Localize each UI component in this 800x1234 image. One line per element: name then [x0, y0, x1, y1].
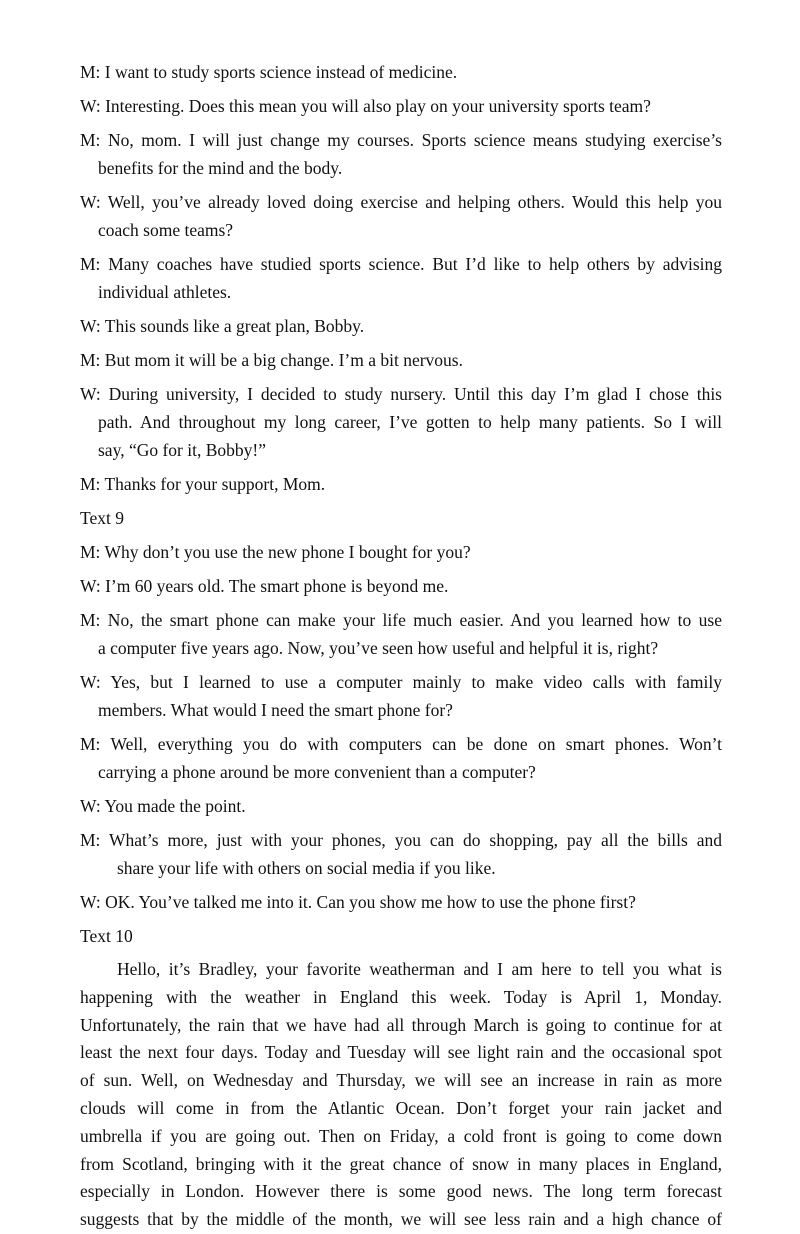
paragraph-line: clouds will come in from the Atlantic Ocean. Don’t forget your rain jacket and — [80, 1097, 722, 1118]
dialogue-text: M: No, the smart phone can make your life much easier. And you learned how to use — [80, 610, 722, 630]
dialogue-line — [80, 188, 722, 244]
dialogue-text: coach some teams? — [98, 220, 234, 240]
dialogue-text: path. And throughout my long career, I’ve gotten to help many patients. So I will — [98, 412, 722, 432]
dialogue-line — [80, 668, 722, 724]
paragraph-line: of sun. Well, on Wednesday and Thursday, we will see an increase in rain as more — [80, 1070, 722, 1091]
dialogue-text: M: Well, everything you do with computers can be done on smart phones. Won’t — [80, 734, 722, 754]
dialogue-text: W: Well, you’ve already loved doing exercise and helping others. Would this help you — [80, 192, 722, 212]
paragraph-line: from Scotland, bringing with it the great chance of snow in many places in England, — [80, 1153, 722, 1174]
dialogue-text: W: OK. You’ve talked me into it. Can you show me how to use the phone first? — [80, 892, 636, 912]
dialogue-line — [80, 126, 722, 182]
dialogue-line — [80, 606, 722, 662]
dialogue-text: individual athletes. — [98, 282, 232, 302]
dialogue-text: M: I want to study sports science instead of medicine. — [80, 62, 458, 82]
document-page — [80, 58, 722, 1234]
dialogue-line — [80, 92, 722, 120]
dialogue-text: members. What would I need the smart phone for? — [98, 700, 453, 720]
dialogue-line — [80, 58, 722, 86]
paragraph-line: least the next four days. Today and Tuesday will see light rain and the occasional spot — [80, 1042, 722, 1063]
dialogue-text: W: This sounds like a great plan, Bobby. — [80, 316, 365, 336]
dialogue-text: a computer five years ago. Now, you’ve seen how useful and helpful it is, right? — [98, 638, 659, 658]
dialogue-line — [80, 346, 722, 374]
dialogue-line — [80, 312, 722, 340]
dialogue-line — [80, 826, 722, 882]
dialogue-text: W: Interesting. Does this mean you will also play on your university sports team? — [80, 96, 651, 116]
dialogue-text: W: During university, I decided to study nursery. Until this day I’m glad I chose this — [80, 384, 722, 404]
dialogue-text: M: Many coaches have studied sports science. But I’d like to help others by advising — [80, 254, 722, 274]
dialogue-text: W: I’m 60 years old. The smart phone is beyond me. — [80, 576, 449, 596]
section-heading: Text 9 — [80, 508, 124, 528]
dialogue-line — [80, 730, 722, 786]
paragraph-line: Hello, it’s Bradley, your favorite weatherman and I am here to tell you what is — [117, 959, 722, 979]
dialogue-line — [80, 250, 722, 306]
dialogue-text: M: Why don’t you use the new phone I bought for you? — [80, 542, 471, 562]
dialogue-text: say, “Go for it, Bobby!” — [98, 440, 266, 460]
paragraph-line: especially in London. However there is some good news. The long term forecast — [80, 1181, 722, 1202]
paragraph-line: happening with the weather in England this week. Today is April 1, Monday. — [80, 986, 722, 1007]
paragraph-line: umbrella if you are going out. Then on Friday, a cold front is going to come down — [80, 1125, 722, 1146]
dialogue-line — [80, 380, 722, 464]
dialogue-line — [80, 572, 722, 600]
dialogue-text: benefits for the mind and the body. — [98, 158, 343, 178]
dialogue-text: W: You made the point. — [80, 796, 246, 816]
section-heading: Text 10 — [80, 926, 133, 946]
dialogue-text: M: No, mom. I will just change my courses. Sports science means studying exercise’s — [80, 130, 722, 150]
dialogue-text: carrying a phone around be more convenient than a computer? — [98, 762, 536, 782]
dialogue-text: W: Yes, but I learned to use a computer mainly to make video calls with family — [80, 672, 722, 692]
dialogue-text: M: What’s more, just with your phones, you can do shopping, pay all the bills and — [80, 830, 722, 850]
dialogue-text: M: Thanks for your support, Mom. — [80, 474, 326, 494]
dialogue-line — [80, 538, 722, 566]
paragraph-line: Unfortunately, the rain that we have had all through March is going to continue for at — [80, 1014, 722, 1035]
dialogue-text: M: But mom it will be a big change. I’m a bit nervous. — [80, 350, 463, 370]
dialogue-text: share your life with others on social media if you like. — [117, 858, 496, 878]
dialogue-line — [80, 470, 722, 498]
dialogue-line — [80, 792, 722, 820]
weather-paragraph — [80, 956, 722, 1234]
paragraph-line: suggests that by the middle of the month, we will see less rain and a high chance of — [80, 1209, 722, 1230]
dialogue-line — [80, 888, 722, 916]
